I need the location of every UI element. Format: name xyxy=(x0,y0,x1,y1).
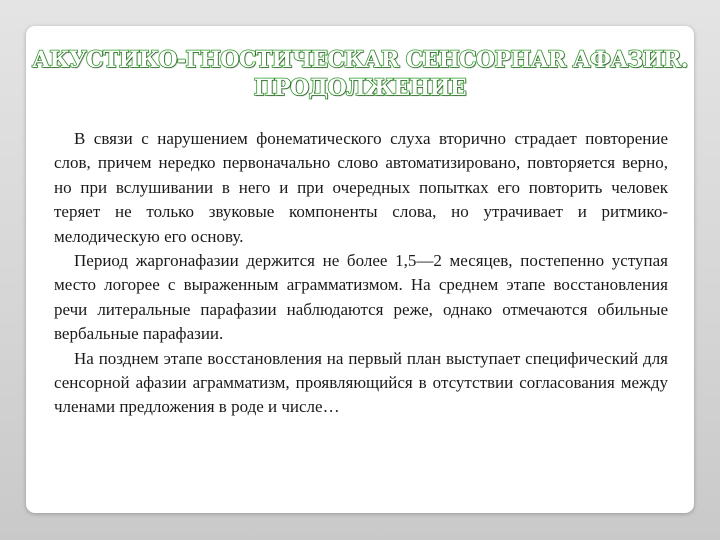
paragraph-repetition: В связи с нарушением фонематического слуха вторично страдает повторение слов, причем нередко первоначально слово автоматизировано, повторяется верно, но при вслушивании в него и при очередных попытках его повторить человек теряет не только звуковые компоненты слова, но утрачивает и ритмико-мелодическую его основу. xyxy=(54,129,668,246)
slide-card xyxy=(26,26,694,513)
paragraph-late-stage: На позднем этапе восстановления на первый план выступает специфический для сенсорной афазии аграмматизм, проявляющийся в отсутствии согласования между членами предложения в роде и числе… xyxy=(54,348,668,417)
slide-title xyxy=(26,46,694,102)
paragraph-jargon-aphasia: Период жаргонафазии держится не более 1,5—2 месяцев, постепенно уступая место логорее с выраженным аграмматизмом. На среднем этапе восстановления речи литеральные парафазии наблюдаются реже, однако отмечаются обильные вербальные парафазии. xyxy=(54,251,668,344)
slide-body xyxy=(54,127,668,420)
slide-title-line-2: ПРОДОЛЖЕНИЕ xyxy=(253,75,467,101)
slide-title-line-1: АКУСТИКО-ГНОСТИЧЕСКАR СЕНСОРНАR АФАЗИR. xyxy=(32,47,688,73)
